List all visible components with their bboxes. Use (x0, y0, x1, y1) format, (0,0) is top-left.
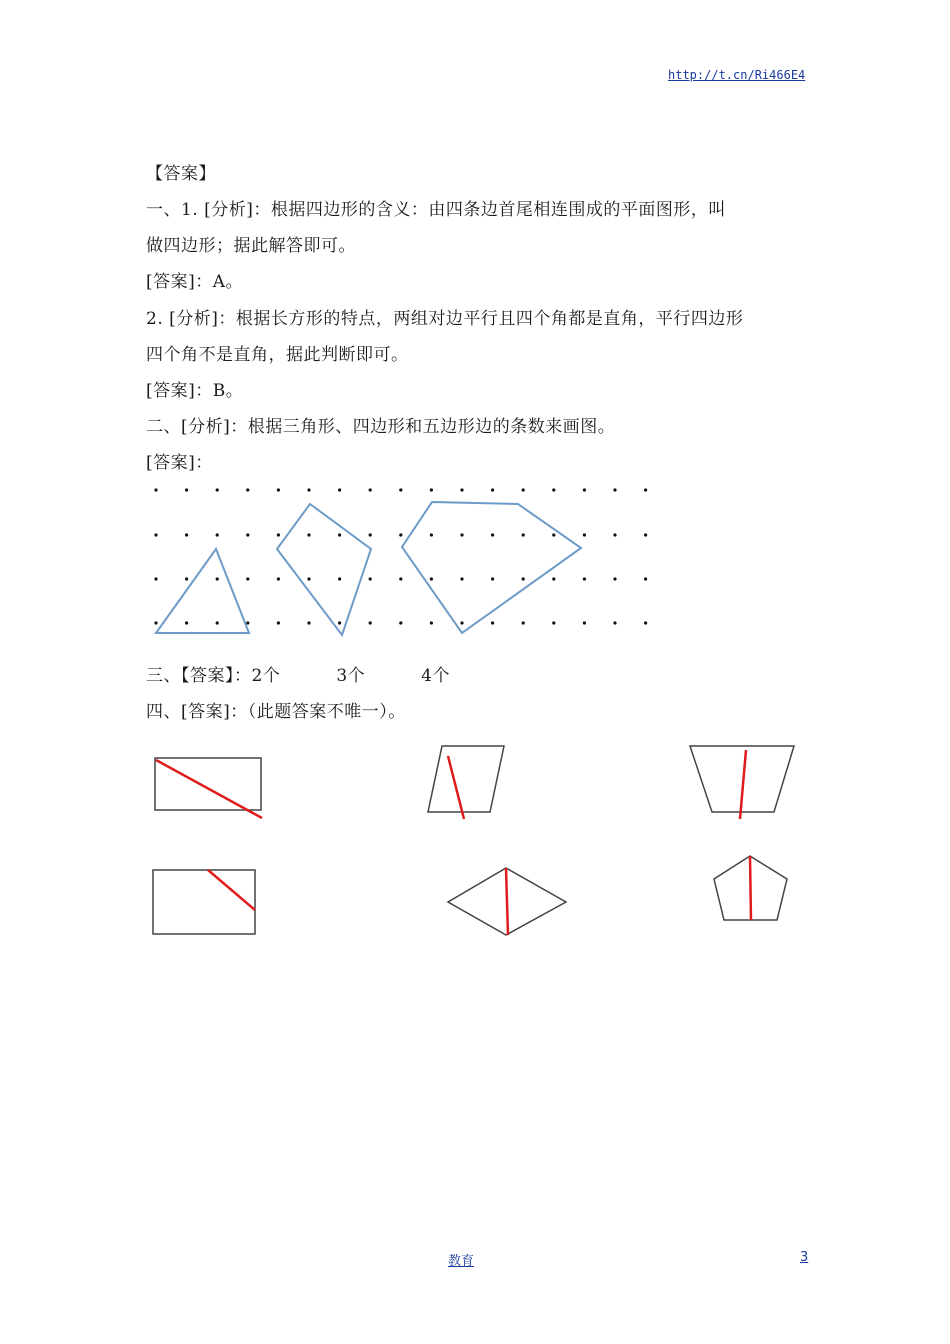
grid-dot (399, 621, 402, 624)
grid-dot (583, 533, 586, 536)
rectangle-diagonal-cut (150, 752, 268, 824)
grid-dot (399, 577, 402, 580)
grid-dot (369, 533, 372, 536)
q2-analysis-line1: 2. [分析]：根据长方形的特点，两组对边平行且四个角都是直角，平行四边形 (146, 309, 744, 329)
q2-answer: [答案]：B。 (146, 381, 244, 401)
grid-dot (491, 621, 494, 624)
grid-dot (338, 488, 341, 491)
grid-dot (277, 621, 280, 624)
grid-dot (430, 488, 433, 491)
grid-dot (430, 577, 433, 580)
grid-dot (644, 577, 647, 580)
grid-dot (552, 621, 555, 624)
grid-dot (583, 621, 586, 624)
triangle-outline (156, 549, 249, 633)
grid-dot (246, 533, 249, 536)
grid-dot (491, 488, 494, 491)
pentagon-outline (402, 502, 581, 633)
sec2-answer-label: [答案]： (146, 453, 213, 473)
grid-dot (154, 577, 157, 580)
grid-dot (552, 488, 555, 491)
grid-dot (216, 533, 219, 536)
grid-dot (246, 621, 249, 624)
grid-dot (522, 621, 525, 624)
quadrilateral-outline (277, 504, 371, 635)
sec4-answer: 四、[答案]：（此题答案不唯一）。 (146, 702, 406, 722)
grid-dot (644, 621, 647, 624)
grid-dot (185, 621, 188, 624)
grid-dot (307, 488, 310, 491)
grid-dot (307, 533, 310, 536)
grid-dot (154, 621, 157, 624)
grid-dot (552, 533, 555, 536)
grid-dot (583, 488, 586, 491)
grid-dot (613, 533, 616, 536)
grid-dot (460, 577, 463, 580)
sec3-answer (146, 664, 450, 688)
grid-dot (522, 488, 525, 491)
grid-dot (246, 488, 249, 491)
rhombus-cut (442, 862, 572, 940)
grid-dot (369, 577, 372, 580)
grid-dot (246, 577, 249, 580)
sec3-value-b: 3个 (336, 666, 366, 686)
sec3-prefix: 三、【答案】： (146, 666, 252, 686)
grid-dot (277, 533, 280, 536)
footer-page-number[interactable]: 3 (800, 1250, 809, 1265)
q1-analysis-line2: 做四边形；据此解答即可。 (146, 236, 356, 256)
grid-dot (216, 488, 219, 491)
answer-heading: 【答案】 (146, 164, 216, 184)
grid-dot (399, 488, 402, 491)
grid-dot (460, 488, 463, 491)
grid-dot (338, 577, 341, 580)
grid-dot (613, 621, 616, 624)
grid-dot (277, 488, 280, 491)
q1-analysis-line1: 一、1. [分析]：根据四边形的含义：由四条边首尾相连围成的平面图形，叫 (146, 200, 726, 220)
grid-dot (491, 577, 494, 580)
grid-dot (552, 577, 555, 580)
parallelogram-cut (424, 740, 512, 822)
grid-dot (277, 577, 280, 580)
sec3-value-a: 2个 (251, 666, 281, 686)
footer-center-link[interactable]: 教育 (448, 1254, 475, 1269)
grid-dot (338, 621, 341, 624)
sec3-value-c: 4个 (421, 666, 450, 686)
grid-dot (613, 577, 616, 580)
dot-grid-figure (146, 480, 656, 640)
grid-dot (369, 488, 372, 491)
grid-dot (154, 488, 157, 491)
grid-dot (185, 488, 188, 491)
grid-dot (430, 621, 433, 624)
grid-dot (460, 621, 463, 624)
grid-dot (399, 533, 402, 536)
grid-dot (644, 488, 647, 491)
grid-dot (307, 621, 310, 624)
grid-dot (185, 533, 188, 536)
grid-dot (216, 577, 219, 580)
grid-dot (307, 577, 310, 580)
q1-answer: [答案]：A。 (146, 272, 244, 292)
grid-dot (216, 621, 219, 624)
grid-dot (154, 533, 157, 536)
pentagon-cut (708, 850, 794, 926)
grid-dot (522, 577, 525, 580)
grid-dot (583, 577, 586, 580)
grid-dot (491, 533, 494, 536)
grid-dot (430, 533, 433, 536)
sec2-analysis: 二、[分析]：根据三角形、四边形和五边形边的条数来画图。 (146, 417, 616, 437)
grid-dot (644, 533, 647, 536)
q2-analysis-line2: 四个角不是直角，据此判断即可。 (146, 345, 409, 365)
grid-dot (185, 577, 188, 580)
grid-dot (613, 488, 616, 491)
grid-dot (338, 533, 341, 536)
trapezoid-cut (686, 740, 800, 822)
grid-dot (460, 533, 463, 536)
header-url-link[interactable]: http://t.cn/Ri466E4 (668, 68, 806, 82)
grid-dots (154, 488, 647, 624)
grid-dot (522, 533, 525, 536)
grid-dot (369, 621, 372, 624)
rectangle-corner-cut (148, 864, 262, 940)
